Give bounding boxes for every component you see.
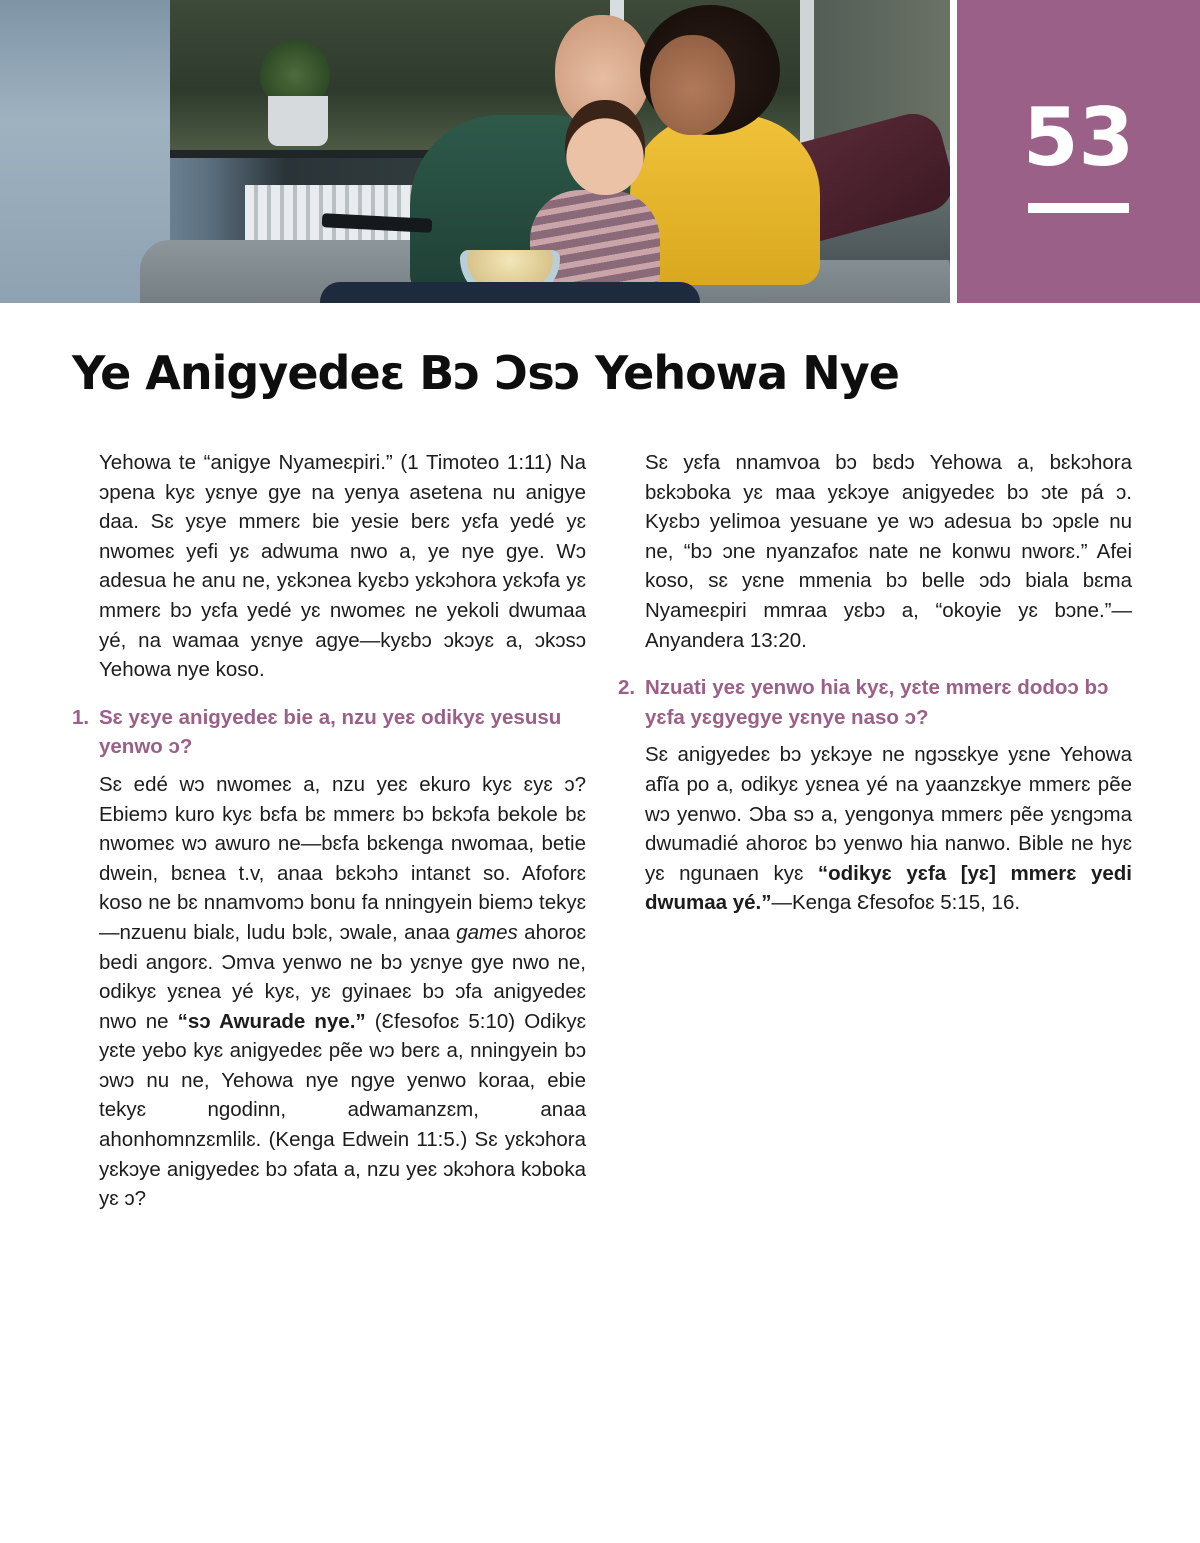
photo-girl-head <box>565 100 645 195</box>
header-photo <box>0 0 950 303</box>
question-2 <box>618 673 1132 732</box>
scripture-quote: “sɔ Awurade nye.” <box>177 1009 366 1033</box>
chapter-underline <box>1028 203 1129 213</box>
answer-paragraph-2 <box>618 740 1132 918</box>
chapter-panel <box>957 0 1200 303</box>
answer-text: Sɛ edé wɔ nwomeɛ a, nzu yeɛ ekuro kyɛ ɛyɛ ɔ? Ebiemɔ kuro kyɛ bɛfa bɛ mmerɛ bɔ bɛkɔfa bekole bɛ nwomeɛ wɔ awuro ne—bɛfa bɛkenga nwomaa, betie dwein, bɛnea t.v, anaa bɛkɔhɔ intanɛt so. Afoforɛ koso ne bɛ nnamvomɔ bonu fa nningyein biemɔ tekyɛ—nzuenu bialɛ, ludu bɔlɛ, ɔwale, anaa <box>99 772 586 944</box>
photo-pot <box>268 96 328 146</box>
chapter-number: 53 <box>1022 91 1135 184</box>
photo-window-frame <box>800 0 814 150</box>
page-title: Ye Anigyedeɛ Bɔ Ɔsɔ Yehowa Nye <box>72 346 899 400</box>
scripture-reference: —Kenga Ɛfesofoɛ 5:15, 16. <box>771 891 1021 915</box>
photo-legs <box>320 282 700 303</box>
right-column <box>618 448 1132 918</box>
italic-term: games <box>456 920 518 944</box>
question-text: Sɛ yɛye anigyedeɛ bie a, nzu yeɛ odikyɛ yesusu yenwo ɔ? <box>99 705 562 759</box>
answer-text: ahoroɛ bedi angorɛ. Ɔmva yenwo ne bɔ yɛnye gye nwo ne, odikyɛ yɛnea yé kyɛ, yɛ gyinaeɛ bɔ ɔfa anigyedeɛ nwo ne <box>99 920 587 1033</box>
question-number: 2. <box>618 676 636 700</box>
question-number: 1. <box>72 705 90 729</box>
left-column <box>72 448 586 1214</box>
answer-text: (Ɛfesofoɛ 5:10) Odikyɛ yɛte yebo kyɛ anigyedeɛ pẽe wɔ berɛ a, nningyein bɔ ɔwɔ nu ne, Yehowa nye ngye yenwo koraa, ebie tekyɛ ngodinn, adwamanzɛm, anaa ahonhomnzɛmlilɛ. (Kenga Edwein 11:5.) Sɛ yɛkɔhora yɛkɔye anigyedeɛ bɔ ɔfata a, nzu yeɛ ɔkɔhora kɔboka yɛ ɔ? <box>99 1009 586 1211</box>
question-1 <box>72 703 586 762</box>
answer-text: Sɛ anigyedeɛ bɔ yɛkɔye ne ngɔsɛkye yɛne Yehowa afĩa po a, odikyɛ yɛnea yé na yaanzɛkye mmerɛ pẽe wɔ yenwo. Ɔba sɔ a, yengonya mmerɛ pẽe yɛngɔma dwumadié ahoroɛ bɔ yenwo hia nanwo. Bible ne hyɛ yɛ ngunaen kyɛ <box>645 743 1132 885</box>
scripture-quote: “odikyɛ yɛfa [yɛ] mmerɛ yedi dwumaa yé.” <box>645 861 1133 915</box>
intro-paragraph: Yehowa te “anigye Nyameɛpiri.” (1 Timoteo 1:11) Na ɔpena kyɛ yɛnye gye na yenya asetena nu anigye daa. Sɛ yɛye mmerɛ bie yesie berɛ yɛfa yedé yɛ nwomeɛ yefi yɛ adwuma nwo a, ye nye gye. Wɔ adesua he anu ne, yɛkɔnea kyɛbɔ yɛkɔhora yɛkɔfa yɛ mmerɛ bɔ yɛfa yedé yɛ nwomeɛ ne yekoli dwumaa yé, na wamaa yɛnye agye—kyɛbɔ ɔkɔyɛ a, ɔkɔsɔ Yehowa nye koso. <box>99 451 586 682</box>
photo-woman-head <box>650 35 735 135</box>
question-text: Nzuati yeɛ yenwo hia kyɛ, yɛte mmerɛ dodoɔ bɔ yɛfa yɛgyegye yɛnye naso ɔ? <box>645 676 1109 729</box>
answer-paragraph-1 <box>72 770 586 1214</box>
intro-paragraph-continued: Sɛ yɛfa nnamvoa bɔ bɛdɔ Yehowa a, bɛkɔhora bɛkɔboka yɛ maa yɛkɔye anigyedeɛ bɔ ɔte pá ɔ. Kyɛbɔ yelimoa yesuane ye wɔ adesua bɔ ɔpɛle nu ne, “bɔ ɔne nyanzafoɛ nate ne konwu nworɛ.” Afei koso, sɛ yɛne mmenia bɔ belle ɔdɔ biala bɛma Nyameɛpiri mmraa yɛbɔ a, “okoyie yɛ bɔne.”—Anyandera 13:20. <box>645 451 1132 652</box>
